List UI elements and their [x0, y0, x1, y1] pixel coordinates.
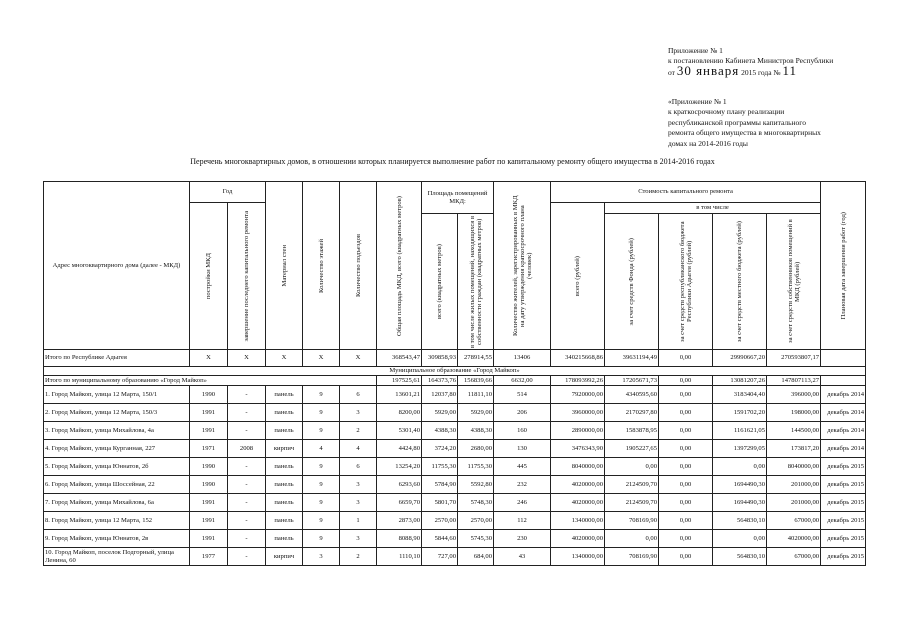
header-last-repair: завершение последнего капитального ремонта	[228, 203, 266, 350]
total-municipality-row	[44, 376, 866, 386]
cell-residents: 230	[494, 530, 551, 548]
cell-area-residential: 2570,00	[458, 512, 494, 530]
cell-address: 5. Город Майкоп, улица Юннатов, 2б	[44, 458, 190, 476]
cell-cost-owners: 147807113,27	[767, 376, 821, 386]
table-row	[44, 530, 866, 548]
appendix-1-decree: к постановлению Кабинета Министров Республики	[668, 56, 834, 65]
cell-year: 1971	[190, 440, 228, 458]
cell-residents: 514	[494, 386, 551, 404]
cell-date: декабрь 2015	[821, 458, 866, 476]
cell-floors: 9	[303, 386, 340, 404]
cell-area-total: 309858,93	[422, 350, 458, 367]
cell-cost-owners: 8040000,00	[767, 458, 821, 476]
table-row	[44, 458, 866, 476]
cell-cost-total: 3476343,90	[551, 440, 605, 458]
cell-total-area: 4424,80	[377, 440, 422, 458]
cell-address: 1. Город Майкоп, улица 12 Марта, 150/1	[44, 386, 190, 404]
cell-area-total: 3724,20	[422, 440, 458, 458]
cell-cost-republic: 0,00	[659, 458, 713, 476]
cell-date: декабрь 2015	[821, 512, 866, 530]
cell-entrances: 6	[340, 386, 377, 404]
cell-date: декабрь 2014	[821, 440, 866, 458]
cell-date	[821, 376, 866, 386]
cell-residents: 43	[494, 548, 551, 566]
cell-total-area: 2873,00	[377, 512, 422, 530]
header-cost-local: за счет средств местного бюджета (рублей)	[713, 214, 767, 350]
cell-year: 1991	[190, 494, 228, 512]
cell-residents: 130	[494, 440, 551, 458]
cell-residents: 445	[494, 458, 551, 476]
header-address: Адрес многоквартирного дома (далее - МКД)	[44, 182, 190, 350]
header-year-group: Год	[190, 182, 266, 203]
cell-cost-local: 1591702,20	[713, 404, 767, 422]
cell-area-residential: 5592,80	[458, 476, 494, 494]
cell-cost-owners: 4020000,00	[767, 530, 821, 548]
cell-cost-fund: 17205671,73	[605, 376, 659, 386]
cell-address: 9. Город Майкоп, улица Юннатов, 2в	[44, 530, 190, 548]
cell-total-area: 197525,61	[377, 376, 422, 386]
cell-repair: X	[228, 350, 266, 367]
cell-repair: -	[228, 422, 266, 440]
table-row	[44, 476, 866, 494]
header-year-built: постройки МКД	[190, 203, 228, 350]
header-cost-fund: за счет средств Фонда (рублей)	[605, 214, 659, 350]
cell-date: декабрь 2015	[821, 476, 866, 494]
cell-area-total: 5801,70	[422, 494, 458, 512]
table-row	[44, 548, 866, 566]
header-cost-group: Стоимость капитального ремонта	[551, 182, 821, 203]
cell-material: панель	[266, 386, 303, 404]
cell-total-area: 6659,70	[377, 494, 422, 512]
table-row	[44, 440, 866, 458]
appendix-1-date: 30 января	[676, 63, 740, 78]
cell-area-total: 5929,00	[422, 404, 458, 422]
cell-cost-total: 4020000,00	[551, 494, 605, 512]
cell-cost-republic: 0,00	[659, 530, 713, 548]
cell-date: декабрь 2014	[821, 422, 866, 440]
cell-total-area: 6293,60	[377, 476, 422, 494]
cell-cost-fund: 1583878,95	[605, 422, 659, 440]
cell-year: 1991	[190, 530, 228, 548]
cell-cost-republic: 0,00	[659, 512, 713, 530]
cell-total-area: 1110,10	[377, 548, 422, 566]
cell-date: декабрь 2014	[821, 386, 866, 404]
cell-year: 1990	[190, 476, 228, 494]
cell-repair: -	[228, 548, 266, 566]
cell-entrances: 4	[340, 440, 377, 458]
cell-cost-fund: 1905227,65	[605, 440, 659, 458]
cell-residents: 206	[494, 404, 551, 422]
cell-cost-owners: 201000,00	[767, 476, 821, 494]
cell-cost-fund: 708169,90	[605, 548, 659, 566]
cell-area-residential: 11811,10	[458, 386, 494, 404]
cell-repair: -	[228, 458, 266, 476]
cell-cost-fund: 0,00	[605, 530, 659, 548]
table-row	[44, 512, 866, 530]
cell-floors: 9	[303, 458, 340, 476]
cell-year: X	[190, 350, 228, 367]
appendix-1-block	[668, 46, 893, 78]
cell-cost-owners: 173817,20	[767, 440, 821, 458]
cell-repair: -	[228, 476, 266, 494]
cell-floors: 9	[303, 476, 340, 494]
cell-total-area: 5301,40	[377, 422, 422, 440]
cell-cost-owners: 270593807,17	[767, 350, 821, 367]
header-area-total: всего (квадратных метров)	[422, 214, 458, 350]
cell-cost-total: 7920000,00	[551, 386, 605, 404]
cell-material: панель	[266, 494, 303, 512]
cell-cost-local: 1161621,05	[713, 422, 767, 440]
cell-cost-owners: 396000,00	[767, 386, 821, 404]
table-row	[44, 422, 866, 440]
cell-material: панель	[266, 476, 303, 494]
cell-cost-republic: 0,00	[659, 440, 713, 458]
header-floors: Количество этажей	[303, 182, 340, 350]
cell-cost-republic: 0,00	[659, 404, 713, 422]
cell-cost-owners: 144500,00	[767, 422, 821, 440]
cell-residents: 6632,00	[494, 376, 551, 386]
cell-date	[821, 350, 866, 367]
cell-floors: 9	[303, 530, 340, 548]
table-row	[44, 404, 866, 422]
cell-address: 3. Город Майкоп, улица Михайлова, 4а	[44, 422, 190, 440]
cell-material: панель	[266, 422, 303, 440]
cell-floors: 9	[303, 404, 340, 422]
cell-year: 1991	[190, 404, 228, 422]
header-total-area: Общая площадь МКД, всего (квадратных метров)	[377, 182, 422, 350]
cell-cost-fund: 2170297,80	[605, 404, 659, 422]
cell-area-total: 5844,60	[422, 530, 458, 548]
cell-floors: 4	[303, 440, 340, 458]
cell-year: 1990	[190, 386, 228, 404]
header-cost-republic: за счет средств республиканского бюджета Республики Адыгея (рублей)	[659, 214, 713, 350]
cell-area-total: 5784,90	[422, 476, 458, 494]
cell-area-total: 4388,30	[422, 422, 458, 440]
cell-material: панель	[266, 458, 303, 476]
cell-cost-owners: 67000,00	[767, 512, 821, 530]
cell-date: декабрь 2015	[821, 494, 866, 512]
cell-cost-owners: 67000,00	[767, 548, 821, 566]
cell-address: 6. Город Майкоп, улица Шоссейная, 22	[44, 476, 190, 494]
cell-cost-republic: 0,00	[659, 350, 713, 367]
cell-floors: X	[303, 350, 340, 367]
cell-area-total: 164373,76	[422, 376, 458, 386]
cell-cost-republic: 0,00	[659, 476, 713, 494]
cell-cost-fund: 2124509,70	[605, 476, 659, 494]
cell-entrances: 1	[340, 512, 377, 530]
table-row	[44, 386, 866, 404]
cell-cost-local: 1397299,05	[713, 440, 767, 458]
cell-cost-local: 29990667,20	[713, 350, 767, 367]
cell-material: X	[266, 350, 303, 367]
cell-entrances: 2	[340, 548, 377, 566]
cell-cost-total: 8040000,00	[551, 458, 605, 476]
cell-cost-fund: 0,00	[605, 458, 659, 476]
cell-floors: 3	[303, 548, 340, 566]
cell-area-residential: 5745,30	[458, 530, 494, 548]
cell-entrances: X	[340, 350, 377, 367]
cell-residents: 13406	[494, 350, 551, 367]
cell-cost-republic: 0,00	[659, 494, 713, 512]
cell-date: декабрь 2014	[821, 404, 866, 422]
cell-repair: -	[228, 386, 266, 404]
cell-cost-total: 340215668,86	[551, 350, 605, 367]
header-wall-material: Материал стен	[266, 182, 303, 350]
cell-material: панель	[266, 512, 303, 530]
cell-address: 4. Город Майкоп, улица Курганная, 227	[44, 440, 190, 458]
cell-residents: 246	[494, 494, 551, 512]
cell-date: декабрь 2015	[821, 548, 866, 566]
cell-area-total: 727,00	[422, 548, 458, 566]
cell-repair: 2008	[228, 440, 266, 458]
cell-address: 2. Город Майкоп, улица 12 Марта, 150/3	[44, 404, 190, 422]
cell-cost-total: 178093992,26	[551, 376, 605, 386]
cell-cost-local: 0,00	[713, 530, 767, 548]
cell-material: кирпич	[266, 548, 303, 566]
cell-address: 8. Город Майкоп, улица 12 Марта, 152	[44, 512, 190, 530]
cell-year: 1991	[190, 422, 228, 440]
cell-cost-owners: 198000,00	[767, 404, 821, 422]
cell-residents: 232	[494, 476, 551, 494]
section-row	[44, 367, 866, 376]
cell-entrances: 3	[340, 404, 377, 422]
cell-area-residential: 156839,66	[458, 376, 494, 386]
cell-cost-local: 13081207,26	[713, 376, 767, 386]
cell-area-residential: 278914,55	[458, 350, 494, 367]
document-title: Перечень многоквартирных домов, в отношении которых планируется выполнение работ по капитальному ремонту общего имущества в 2014-2016 годах	[190, 157, 715, 166]
cell-total-area: 13254,20	[377, 458, 422, 476]
cell-cost-republic: 0,00	[659, 548, 713, 566]
header-entrances: Количество подъездов	[340, 182, 377, 350]
appendix-2-line: домах на 2014-2016 годы	[668, 138, 748, 148]
cell-cost-republic: 0,00	[659, 376, 713, 386]
section-title: Муниципальное образование «Город Майкоп»	[44, 367, 866, 376]
appendix-2-line: к краткосрочному плану реализации	[668, 107, 785, 117]
total-municipality-label: Итого по муниципальному образованию «Город Майкоп»	[44, 376, 377, 386]
cell-entrances: 6	[340, 458, 377, 476]
cell-cost-fund: 4340595,60	[605, 386, 659, 404]
cell-entrances: 3	[340, 476, 377, 494]
cell-cost-total: 1340000,00	[551, 548, 605, 566]
cell-cost-total: 4020000,00	[551, 476, 605, 494]
cell-residents: 112	[494, 512, 551, 530]
cell-repair: -	[228, 404, 266, 422]
appendix-1-prefix: от	[668, 68, 675, 77]
cell-year: 1990	[190, 458, 228, 476]
cell-area-total: 12037,80	[422, 386, 458, 404]
cell-area-total: 11755,30	[422, 458, 458, 476]
total-republic-row	[44, 350, 866, 367]
cell-area-residential: 11755,30	[458, 458, 494, 476]
cell-area-residential: 5748,30	[458, 494, 494, 512]
cell-area-residential: 4388,30	[458, 422, 494, 440]
cell-repair: -	[228, 512, 266, 530]
cell-year: 1977	[190, 548, 228, 566]
cell-area-residential: 2680,00	[458, 440, 494, 458]
cell-date: декабрь 2015	[821, 530, 866, 548]
cell-cost-total: 3960000,00	[551, 404, 605, 422]
table-row	[44, 494, 866, 512]
cell-cost-republic: 0,00	[659, 386, 713, 404]
cell-area-residential: 5929,00	[458, 404, 494, 422]
appendix-2-line: ремонта общего имущества в многоквартирных	[668, 128, 821, 138]
cell-entrances: 2	[340, 422, 377, 440]
total-republic-label: Итого по Республике Адыгея	[44, 350, 190, 367]
cell-cost-total: 4020000,00	[551, 530, 605, 548]
cell-repair: -	[228, 530, 266, 548]
cell-area-residential: 684,00	[458, 548, 494, 566]
cell-repair: -	[228, 494, 266, 512]
cell-floors: 9	[303, 422, 340, 440]
cell-cost-local: 1694490,30	[713, 494, 767, 512]
cell-cost-local: 0,00	[713, 458, 767, 476]
cell-residents: 160	[494, 422, 551, 440]
header-area-group: Площадь помещений МКД:	[422, 182, 494, 214]
cell-entrances: 3	[340, 494, 377, 512]
cell-material: панель	[266, 530, 303, 548]
cell-cost-local: 564830,10	[713, 512, 767, 530]
cell-cost-owners: 201000,00	[767, 494, 821, 512]
cell-cost-total: 2890000,00	[551, 422, 605, 440]
cell-total-area: 8200,00	[377, 404, 422, 422]
cell-floors: 9	[303, 512, 340, 530]
cell-area-total: 2570,00	[422, 512, 458, 530]
appendix-1-date-line	[668, 63, 893, 78]
cell-floors: 9	[303, 494, 340, 512]
cell-address: 10. Город Майкоп, поселок Подгорный, улица Ленина, 60	[44, 548, 190, 566]
cell-total-area: 8088,90	[377, 530, 422, 548]
appendix-2-block	[668, 97, 893, 149]
appendix-1-year: 2015 года №	[741, 68, 781, 77]
cell-cost-local: 3183404,40	[713, 386, 767, 404]
houses-table	[43, 181, 866, 566]
appendix-2-title: «Приложение № 1	[668, 97, 727, 106]
cell-material: кирпич	[266, 440, 303, 458]
cell-cost-local: 564830,10	[713, 548, 767, 566]
appendix-1-number: 11	[782, 63, 797, 78]
cell-cost-fund: 39631194,49	[605, 350, 659, 367]
cell-cost-fund: 2124509,70	[605, 494, 659, 512]
appendix-1-title: Приложение № 1	[668, 46, 723, 55]
header-cost-total: всего (рублей)	[551, 203, 605, 350]
cell-cost-local: 1694490,30	[713, 476, 767, 494]
cell-total-area: 368543,47	[377, 350, 422, 367]
cell-entrances: 3	[340, 530, 377, 548]
header-area-residential: в том числе жилых помещений, находящихся в собственности граждан (квадратных метров)	[458, 214, 494, 350]
header-residents: Количество жителей, зарегистрированных в МКД на дату утверждения краткосрочного плана (человек)	[494, 182, 551, 350]
table-body	[44, 350, 866, 566]
header-cost-owners: за счет средств собственников помещений в МКД (рублей)	[767, 214, 821, 350]
appendix-2-line: республиканской программы капитального	[668, 117, 806, 127]
cell-cost-republic: 0,00	[659, 422, 713, 440]
header-cost-including: в том числе	[605, 203, 821, 214]
cell-cost-fund: 708169,90	[605, 512, 659, 530]
cell-material: панель	[266, 404, 303, 422]
header-planned-date: Плановая дата завершения работ (год)	[821, 182, 866, 350]
cell-address: 7. Город Майкоп, улица Михайлова, 6а	[44, 494, 190, 512]
cell-year: 1991	[190, 512, 228, 530]
cell-cost-total: 1340000,00	[551, 512, 605, 530]
cell-total-area: 13601,21	[377, 386, 422, 404]
